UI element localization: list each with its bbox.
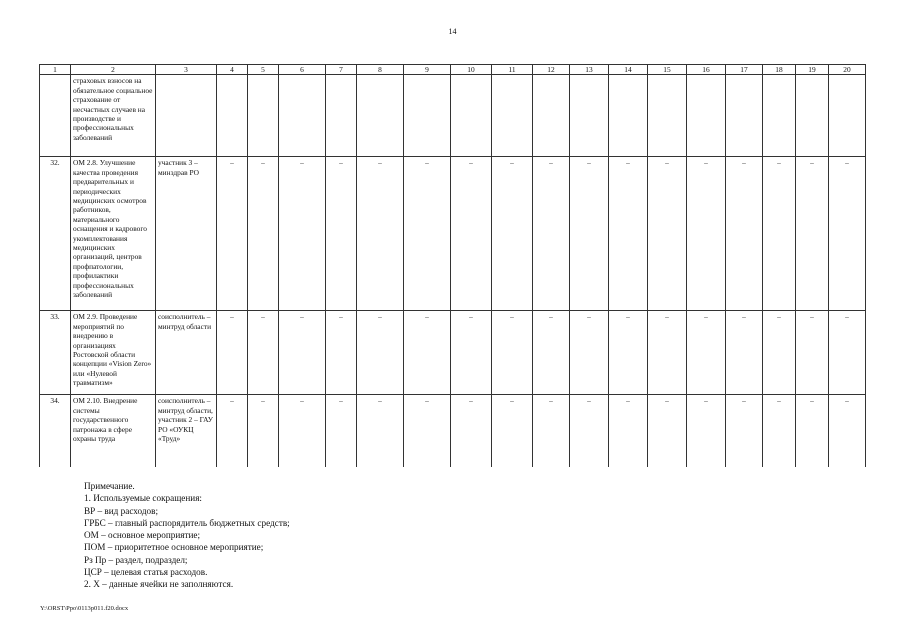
value-cell xyxy=(451,75,492,157)
header-cell: 13 xyxy=(570,65,609,75)
value-cell: – xyxy=(796,311,829,395)
row-number xyxy=(40,75,71,157)
program-table xyxy=(39,64,866,467)
note-line: ВР – вид расходов; xyxy=(84,505,159,516)
note-line: ГРБС – главный распорядитель бюджетных средств; xyxy=(84,517,290,528)
value-cell xyxy=(796,75,829,157)
value-cell: – xyxy=(404,311,451,395)
value-cell xyxy=(404,75,451,157)
header-cell: 20 xyxy=(829,65,866,75)
value-cell: – xyxy=(533,157,570,311)
table-row xyxy=(40,157,866,311)
header-cell: 15 xyxy=(648,65,687,75)
header-cell: 6 xyxy=(279,65,326,75)
value-cell: – xyxy=(451,157,492,311)
note-line: ОМ – основное мероприятие; xyxy=(84,530,201,541)
value-cell: – xyxy=(570,311,609,395)
header-cell: 3 xyxy=(156,65,217,75)
value-cell: – xyxy=(829,311,866,395)
value-cell: – xyxy=(648,395,687,467)
value-cell: – xyxy=(217,157,248,311)
value-cell: – xyxy=(763,311,796,395)
value-cell xyxy=(763,75,796,157)
value-cell xyxy=(357,75,404,157)
value-cell: – xyxy=(609,311,648,395)
value-cell xyxy=(829,75,866,157)
value-cell: – xyxy=(357,395,404,467)
value-cell xyxy=(248,75,279,157)
value-cell: – xyxy=(326,157,357,311)
value-cell: – xyxy=(609,157,648,311)
table-row xyxy=(40,395,866,467)
value-cell: – xyxy=(248,157,279,311)
executor: соисполнитель – минтруд области xyxy=(156,311,217,395)
executor xyxy=(156,75,217,157)
header-cell: 16 xyxy=(687,65,726,75)
value-cell xyxy=(648,75,687,157)
measure-name: ОМ 2.9. Проведение мероприятий по внедрению в организациях Ростовской области концепции «Vision Zero» или «Нулевой травматизм» xyxy=(71,311,156,395)
header-cell: 8 xyxy=(357,65,404,75)
note-line: Рз Пр – раздел, подраздел; xyxy=(84,554,188,565)
header-cell: 5 xyxy=(248,65,279,75)
value-cell: – xyxy=(763,395,796,467)
value-cell: – xyxy=(570,157,609,311)
note-line: ПОМ – приоритетное основное мероприятие; xyxy=(84,542,264,553)
value-cell xyxy=(533,75,570,157)
header-cell: 4 xyxy=(217,65,248,75)
header-cell: 10 xyxy=(451,65,492,75)
header-cell: 7 xyxy=(326,65,357,75)
value-cell: – xyxy=(357,311,404,395)
value-cell: – xyxy=(648,157,687,311)
value-cell: – xyxy=(648,311,687,395)
value-cell: – xyxy=(796,157,829,311)
table-header-row xyxy=(40,65,866,75)
value-cell: – xyxy=(687,157,726,311)
value-cell xyxy=(609,75,648,157)
value-cell: – xyxy=(451,395,492,467)
value-cell: – xyxy=(326,395,357,467)
value-cell: – xyxy=(687,395,726,467)
value-cell: – xyxy=(217,395,248,467)
value-cell: – xyxy=(533,395,570,467)
value-cell: – xyxy=(404,157,451,311)
value-cell: – xyxy=(492,311,533,395)
value-cell: – xyxy=(796,395,829,467)
value-cell xyxy=(687,75,726,157)
executor: участник 3 – минздрав РО xyxy=(156,157,217,311)
value-cell: – xyxy=(763,157,796,311)
value-cell xyxy=(492,75,533,157)
executor: соисполнитель – минтруд области, участник 2 – ГАУ РО «ОУКЦ «Труд» xyxy=(156,395,217,467)
notes-title: Примечание. xyxy=(84,481,135,491)
note-line: 2. Х – данные ячейки не заполняются. xyxy=(84,579,234,590)
table-row xyxy=(40,311,866,395)
value-cell: – xyxy=(570,395,609,467)
value-cell: – xyxy=(279,157,326,311)
value-cell: – xyxy=(726,395,763,467)
value-cell: – xyxy=(726,311,763,395)
value-cell xyxy=(326,75,357,157)
value-cell: – xyxy=(326,311,357,395)
value-cell xyxy=(217,75,248,157)
row-number: 34. xyxy=(40,395,71,467)
note-line: ЦСР – целевая статья расходов. xyxy=(84,567,208,578)
value-cell: – xyxy=(279,395,326,467)
value-cell: – xyxy=(492,395,533,467)
measure-name: страховых взносов на обязательное социальное страхование от несчастных случаев на производстве и профессиональных заболеваний xyxy=(71,75,156,157)
value-cell: – xyxy=(279,311,326,395)
value-cell: – xyxy=(609,395,648,467)
value-cell: – xyxy=(217,311,248,395)
value-cell: – xyxy=(404,395,451,467)
measure-name: ОМ 2.8. Улучшение качества проведения предварительных и периодических медицинских осмотров работников, материального оснащения и кадрового укомплектования медицинских организаций, центров профпатологии, профилактики профессиональных заболеваний xyxy=(71,157,156,311)
page-number: 14 xyxy=(448,27,457,36)
header-cell: 14 xyxy=(609,65,648,75)
header-cell: 19 xyxy=(796,65,829,75)
header-cell: 9 xyxy=(404,65,451,75)
value-cell: – xyxy=(451,311,492,395)
value-cell: – xyxy=(248,311,279,395)
value-cell: – xyxy=(492,157,533,311)
header-cell: 1 xyxy=(40,65,71,75)
header-cell: 11 xyxy=(492,65,533,75)
header-cell: 18 xyxy=(763,65,796,75)
header-cell: 12 xyxy=(533,65,570,75)
value-cell: – xyxy=(533,311,570,395)
header-cell: 2 xyxy=(71,65,156,75)
row-number: 33. xyxy=(40,311,71,395)
measure-name: ОМ 2.10. Внедрение системы государственного патронажа в сфере охраны труда xyxy=(71,395,156,467)
value-cell: – xyxy=(726,157,763,311)
file-path-footer: Y:\ORST\Ppo\0113p011.f20.docx xyxy=(40,605,129,612)
notes-block xyxy=(84,480,290,591)
row-number: 32. xyxy=(40,157,71,311)
value-cell: – xyxy=(687,311,726,395)
value-cell: – xyxy=(357,157,404,311)
value-cell xyxy=(726,75,763,157)
value-cell: – xyxy=(248,395,279,467)
table-row xyxy=(40,75,866,157)
value-cell: – xyxy=(829,395,866,467)
value-cell xyxy=(279,75,326,157)
header-cell: 17 xyxy=(726,65,763,75)
note-line: 1. Используемые сокращения: xyxy=(84,493,202,504)
value-cell: – xyxy=(829,157,866,311)
value-cell xyxy=(570,75,609,157)
